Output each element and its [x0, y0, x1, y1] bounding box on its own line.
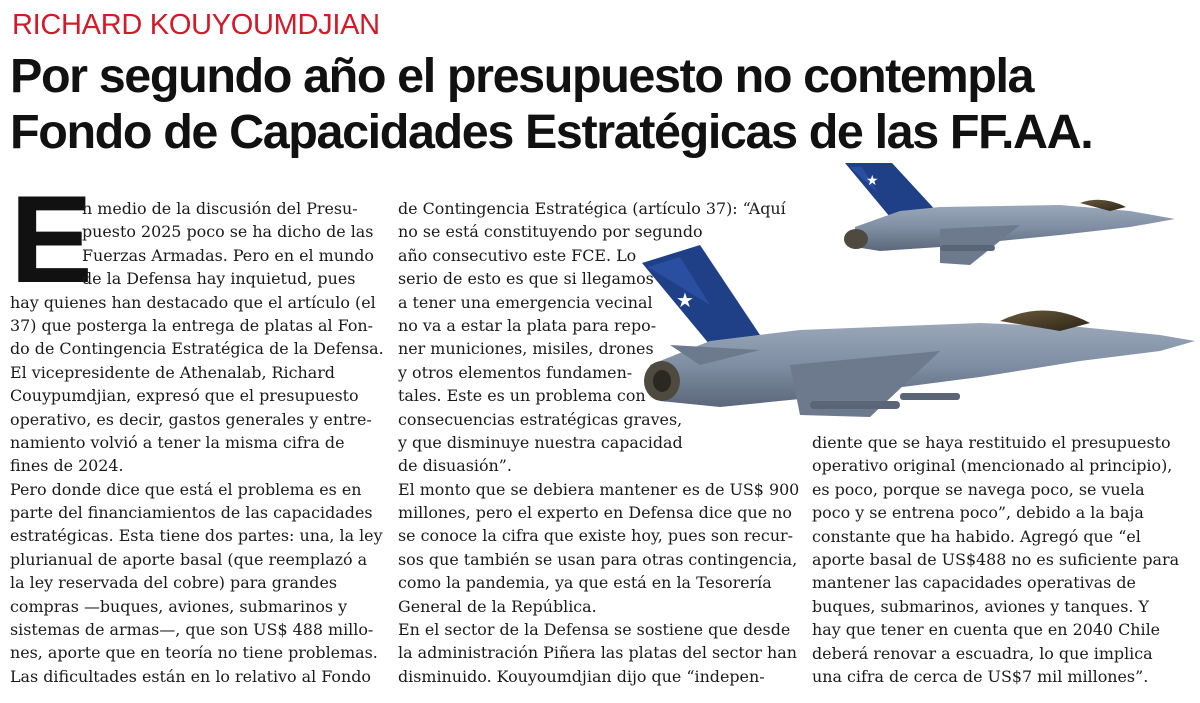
text-line: sistemas de armas—, que son US$ 488 millo- [10, 620, 374, 640]
text-line: la administración Piñera las platas del sector han [398, 643, 797, 663]
text-line: como la pandemia, ya que está en la Tesorería [398, 573, 772, 593]
text-line: Pero donde dice que está el problema es en [10, 479, 362, 499]
text-line: buques, submarinos, aviones y tanques. Y [812, 596, 1149, 616]
text-line: puesto 2025 poco se ha dicho de las [82, 222, 374, 242]
text-line: El monto que se debiera mantener es de US$ 900 [398, 479, 800, 499]
article-column-2 [398, 197, 800, 688]
text-line: millones, pero el experto en Defensa dice que no [398, 503, 792, 523]
small-jet [844, 163, 1175, 265]
drop-cap: E [10, 171, 93, 309]
text-line: es poco, porque se navega poco, se vuela [812, 479, 1145, 499]
headline-line-2: Fondo de Capacidades Estratégicas de las FF.AA. [10, 105, 1093, 159]
text-line: tales. Este es un problema con [398, 386, 646, 406]
headline-line-1: Por segundo año el presupuesto no contempla [10, 49, 1034, 103]
text-line: nes, aporte que en teoría no tiene problemas. [10, 643, 378, 663]
headline [10, 48, 1195, 160]
text-line: hay quienes han destacado que el artículo (el [10, 292, 376, 312]
text-line: de Contingencia Estratégica (artículo 37): “Aquí [398, 199, 786, 218]
text-line: una cifra de cerca de US$7 mil millones”. [812, 666, 1149, 686]
article-column-1 [10, 197, 382, 688]
text-line: poco y se entrena poco”, debido a la baja [812, 503, 1144, 523]
text-line: General de la República. [398, 596, 597, 616]
text-line: Fuerzas Armadas. Pero en el mundo [82, 245, 374, 265]
text-line: disminuido. Kouyoumdjian dijo que “indepen- [398, 666, 765, 686]
text-line: se conoce la cifra que existe hoy, pues son recur- [398, 526, 794, 546]
text-line: y que disminuye nuestra capacidad [398, 432, 683, 452]
author-kicker: RICHARD KOUYOUMDJIAN [12, 9, 380, 41]
text-line: Las dificultades están en lo relativo al Fondo [10, 666, 371, 686]
text-line: plurianual de aporte basal (que reemplazó a [10, 549, 368, 569]
svg-text:★: ★ [676, 288, 694, 312]
text-line: mantener las capacidades operativas de [812, 573, 1136, 593]
text-line: aporte basal de US$488 no es suficiente para [812, 549, 1180, 569]
text-line: y otros elementos fundamen- [398, 362, 633, 382]
text-line: n medio de la discusión del Presu- [82, 199, 358, 218]
text-line: de disuasión”. [398, 456, 512, 476]
text-line: año consecutivo este FCE. Lo [398, 245, 637, 265]
text-line: no se está constituyendo por segundo [398, 222, 703, 242]
text-line: En el sector de la Defensa se sostiene que desde [398, 620, 791, 640]
text-line: diente que se haya restituido el presupuesto [812, 433, 1171, 452]
article-column-3 [812, 431, 1200, 688]
text-line: consecuencias estratégicas graves, [398, 409, 683, 429]
text-line: de la Defensa hay inquietud, pues [82, 269, 356, 289]
text-line: constante que ha habido. Agregó que “el [812, 526, 1141, 546]
text-line: namiento volvió a tener la misma cifra de [10, 432, 345, 452]
text-line: deberá renovar a escuadra, lo que implica [812, 643, 1153, 663]
text-line: do de Contingencia Estratégica de la Defensa. [10, 339, 384, 359]
text-line: serio de esto es que si llegamos [398, 269, 654, 289]
text-line: operativo original (mencionado al principio), [812, 456, 1173, 476]
text-line: hay que tener en cuenta que en 2040 Chile [812, 620, 1161, 640]
text-line: 37) que posterga la entrega de platas al Fon- [10, 315, 373, 335]
text-line: El vicepresidente de Athenalab, Richard [10, 362, 335, 382]
text-line: a tener una emergencia vecinal [398, 292, 653, 312]
text-line: no va a estar la plata para repo- [398, 315, 657, 335]
text-line: Couypumdjian, expresó que el presupuesto [10, 386, 359, 406]
text-line: fines de 2024. [10, 456, 124, 476]
text-line: estratégicas. Esta tiene dos partes: una, la ley [10, 526, 383, 546]
text-line: parte del financiamientos de las capacidades [10, 503, 373, 523]
text-line: sos que también se usan para otras contingencia, [398, 549, 798, 569]
svg-text:★: ★ [866, 173, 879, 189]
text-line: ner municiones, misiles, drones [398, 339, 654, 359]
text-line: operativo, es decir, gastos generales y entre- [10, 409, 372, 429]
text-line: la ley reservada del cobre) para grandes [10, 573, 337, 593]
text-line: compras —buques, aviones, submarinos y [10, 596, 348, 616]
